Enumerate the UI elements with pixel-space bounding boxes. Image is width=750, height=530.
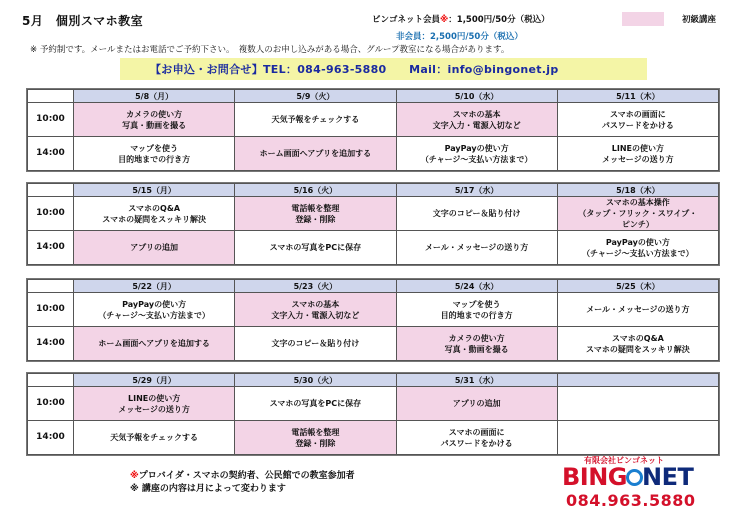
class-cell: スマホの基本 文字入力・電源入切など <box>396 103 557 137</box>
date-header: 5/30（火） <box>235 374 396 387</box>
time-slot: 14:00 <box>28 421 74 455</box>
brand-wordmark <box>562 463 693 491</box>
class-cell: スマホの画面に パスワードをかける <box>557 103 718 137</box>
member-price: ビンゴネット会員※：1,500円/50分（税込） <box>372 15 550 25</box>
class-cell: LINEの使い方 メッセージの送り方 <box>74 387 235 421</box>
date-header: 5/29（月） <box>74 374 235 387</box>
table-row <box>28 421 719 455</box>
class-cell: スマホのQ&A スマホの疑問をスッキリ解決 <box>557 327 718 361</box>
class-cell: スマホの写真をPCに保存 <box>235 231 396 265</box>
table-row <box>28 293 719 327</box>
date-header: 5/22（月） <box>74 280 235 293</box>
week-table <box>26 182 720 266</box>
company-logo <box>562 455 720 510</box>
date-header: 5/17（水） <box>396 184 557 197</box>
table-corner <box>28 184 74 197</box>
beginner-legend-label: 初級講座 <box>682 15 717 25</box>
class-cell: PayPayの使い方 （チャージ～支払い方法まで） <box>396 137 557 171</box>
class-cell: ホーム画面へアプリを追加する <box>74 327 235 361</box>
class-cell: 文字のコピー＆貼り付け <box>396 197 557 231</box>
pricing-info <box>372 12 550 46</box>
reservation-note: ※ 予約制です。メールまたはお電話でご予約下さい。 複数人のお申し込みがある場合、グループ教室になる場合があります。 <box>30 45 510 55</box>
empty-cell <box>557 421 718 455</box>
class-cell: LINEの使い方 メッセージの送り方 <box>557 137 718 171</box>
date-header: 5/25（木） <box>557 280 718 293</box>
class-cell: 電話帳を整理 登録・削除 <box>235 421 396 455</box>
class-cell: 天気予報をチェックする <box>74 421 235 455</box>
time-slot: 10:00 <box>28 197 74 231</box>
date-header: 5/15（月） <box>74 184 235 197</box>
company-phone: 084.963.5880 <box>566 491 696 510</box>
week-table <box>26 372 720 456</box>
class-cell: 天気予報をチェックする <box>235 103 396 137</box>
table-row <box>28 197 719 231</box>
brand-right: NET <box>642 463 694 491</box>
table-row <box>28 137 719 171</box>
class-cell: PayPayの使い方 （チャージ～支払い方法まで） <box>557 231 718 265</box>
table-row <box>28 103 719 137</box>
class-cell: 文字のコピー＆貼り付け <box>235 327 396 361</box>
class-cell: ホーム画面へアプリを追加する <box>235 137 396 171</box>
class-cell: アプリの追加 <box>74 231 235 265</box>
date-header: 5/18（木） <box>557 184 718 197</box>
date-header: 5/23（火） <box>235 280 396 293</box>
time-slot: 14:00 <box>28 137 74 171</box>
nonmember-price: 非会員：2,500円/50分（税込） <box>396 32 523 42</box>
class-cell: メール・メッセージの送り方 <box>557 293 718 327</box>
class-cell: スマホの画面に パスワードをかける <box>396 421 557 455</box>
date-header: 5/16（火） <box>235 184 396 197</box>
table-corner <box>28 280 74 293</box>
table-row <box>28 387 719 421</box>
class-cell: 電話帳を整理 登録・削除 <box>235 197 396 231</box>
class-cell: アプリの追加 <box>396 387 557 421</box>
date-header: 5/10（水） <box>396 90 557 103</box>
class-cell: マップを使う 目的地までの行き方 <box>396 293 557 327</box>
time-slot: 10:00 <box>28 387 74 421</box>
footnote-membership: ※プロバイダ・スマホの契約者、公民館での教室参加者 <box>130 471 355 481</box>
company-name: 有限会社ビンゴネット <box>584 456 664 465</box>
time-slot: 14:00 <box>28 327 74 361</box>
table-row <box>28 327 719 361</box>
time-slot: 10:00 <box>28 293 74 327</box>
date-header: 5/9（火） <box>235 90 396 103</box>
date-header: 5/11（木） <box>557 90 718 103</box>
class-cell: マップを使う 目的地までの行き方 <box>74 137 235 171</box>
class-cell: スマホの基本操作 （タップ・フリック・スワイプ・ ピンチ） <box>557 197 718 231</box>
class-cell: スマホのQ&A スマホの疑問をスッキリ解決 <box>74 197 235 231</box>
class-cell: スマホの基本 文字入力・電源入切など <box>235 293 396 327</box>
time-slot: 14:00 <box>28 231 74 265</box>
week-table <box>26 88 720 172</box>
contact-banner: 【お申込・お問合せ】TEL：084-963-5880 Mail：info@bingonet.jp <box>120 58 647 80</box>
date-header: 5/31（水） <box>396 374 557 387</box>
table-row <box>28 231 719 265</box>
table-corner <box>28 374 74 387</box>
class-cell: スマホの写真をPCに保存 <box>235 387 396 421</box>
date-header: 5/8（月） <box>74 90 235 103</box>
class-cell: カメラの使い方 写真・動画を撮る <box>74 103 235 137</box>
empty-cell <box>557 387 718 421</box>
date-header <box>557 374 718 387</box>
beginner-legend-swatch <box>622 12 664 26</box>
date-header: 5/24（水） <box>396 280 557 293</box>
time-slot: 10:00 <box>28 103 74 137</box>
table-corner <box>28 90 74 103</box>
brand-left: BING <box>562 463 628 491</box>
footnote-content-changes: ※ 講座の内容は月によって変わります <box>130 484 286 494</box>
page-title: 5月 個別スマホ教室 <box>22 14 144 28</box>
class-cell: PayPayの使い方 （チャージ～支払い方法まで） <box>74 293 235 327</box>
footnotes <box>130 470 355 496</box>
brand-o-icon <box>626 469 643 486</box>
week-table <box>26 278 720 362</box>
class-cell: メール・メッセージの送り方 <box>396 231 557 265</box>
class-cell: カメラの使い方 写真・動画を撮る <box>396 327 557 361</box>
